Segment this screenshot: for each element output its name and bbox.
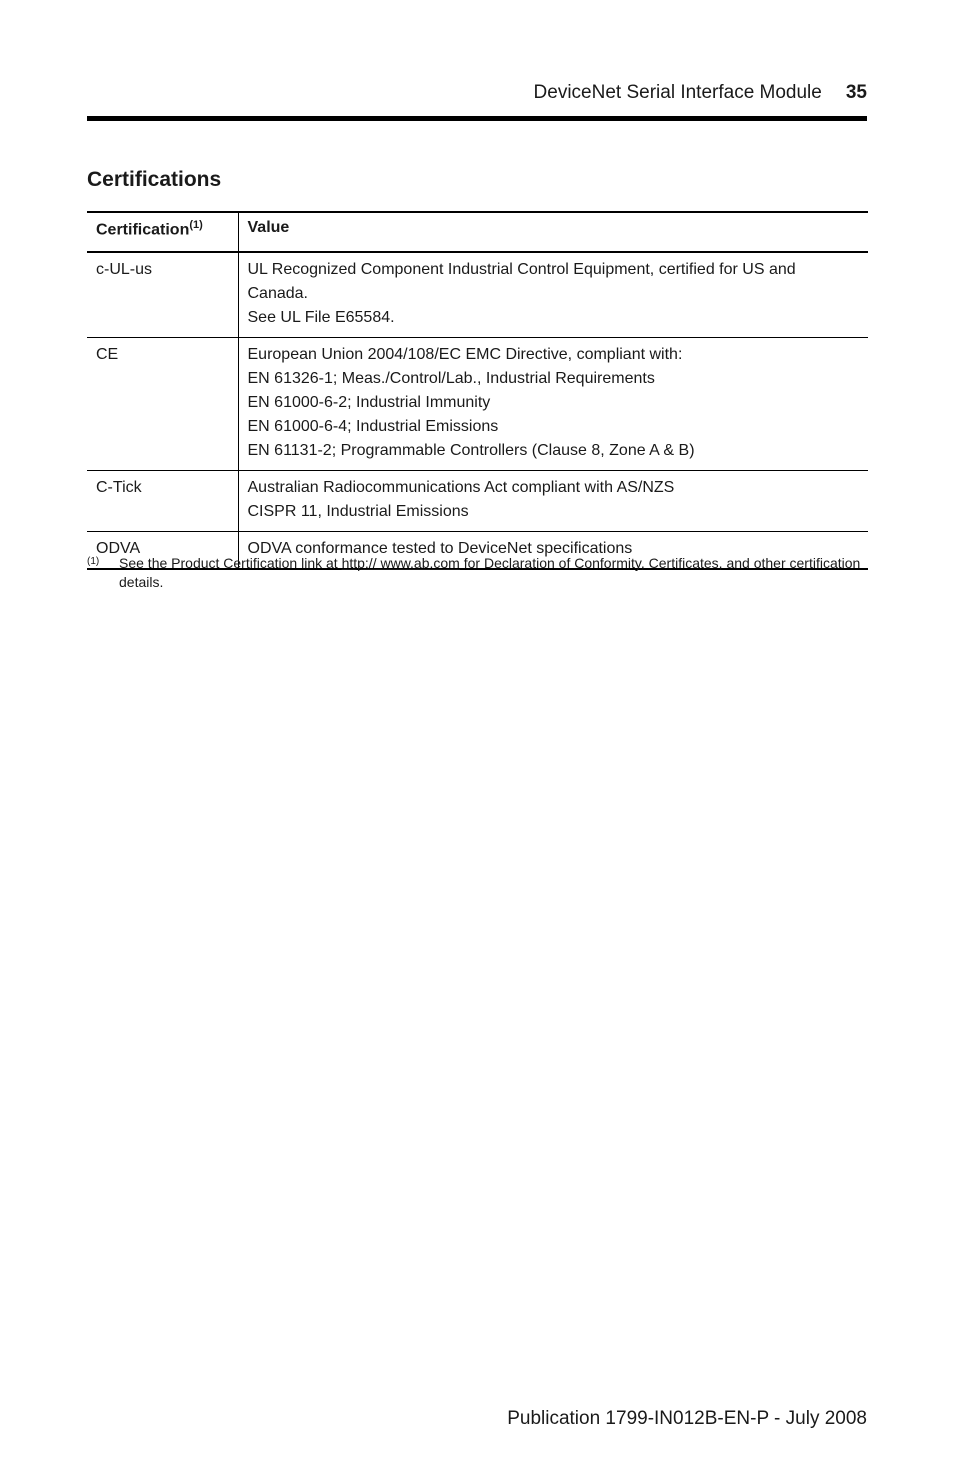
footnote-text-before: See the Product Certification link at: [119, 555, 342, 571]
table-header-row: [87, 212, 868, 252]
footnote: [87, 554, 868, 592]
certification-column-header: [87, 212, 238, 252]
table-row: [87, 338, 868, 471]
certification-header-label: Certification: [96, 221, 190, 239]
page-header: [534, 82, 867, 104]
footnote-reference: (1): [189, 219, 203, 231]
footnote-marker: (1): [87, 556, 100, 567]
value-line: See UL File E65584.: [247, 309, 395, 326]
value-line: EN 61000-6-4; Industrial Emissions: [247, 418, 499, 435]
value-line: Australian Radiocommunications Act compliant with AS/NZS: [247, 479, 675, 496]
document-title: DeviceNet Serial Interface Module: [533, 82, 822, 103]
value-line: EN 61326-1; Meas./Control/Lab., Industrial Requirements: [247, 370, 655, 387]
publication-footer: Publication 1799-IN012B-EN-P - July 2008: [507, 1408, 867, 1429]
value-cell: [238, 252, 868, 338]
section-heading: Certifications: [87, 168, 222, 191]
value-cell: [238, 471, 868, 532]
footnote-text-after: for Declaration of Conformity, Certificates, and other certification details.: [119, 555, 861, 590]
value-cell: [238, 338, 868, 471]
value-line: ODVA conformance tested to DeviceNet specifications: [247, 540, 633, 557]
page-number: 35: [845, 82, 867, 103]
certification-cell: CE: [87, 338, 238, 471]
certification-cell: ODVA: [87, 532, 238, 570]
value-line: EN 61000-6-2; Industrial Immunity: [247, 394, 491, 411]
header-rule: [87, 116, 867, 121]
value-line: EN 61131-2; Programmable Controllers (Clause 8, Zone A & B): [247, 442, 695, 459]
value-line: CISPR 11, Industrial Emissions: [247, 503, 469, 520]
table-row: [87, 471, 868, 532]
value-column-header: Value: [247, 219, 290, 236]
certification-cell: c-UL-us: [87, 252, 238, 338]
value-line: UL Recognized Component Industrial Control Equipment, certified for US and Canada.: [247, 261, 796, 302]
certification-cell: C-Tick: [87, 471, 238, 532]
footnote-text: [119, 554, 868, 592]
table-row: [87, 252, 868, 338]
certifications-table: [87, 211, 868, 570]
value-line: European Union 2004/108/EC EMC Directive, compliant with:: [247, 346, 683, 363]
ab-website-link[interactable]: http:// www.ab.com: [341, 555, 460, 571]
